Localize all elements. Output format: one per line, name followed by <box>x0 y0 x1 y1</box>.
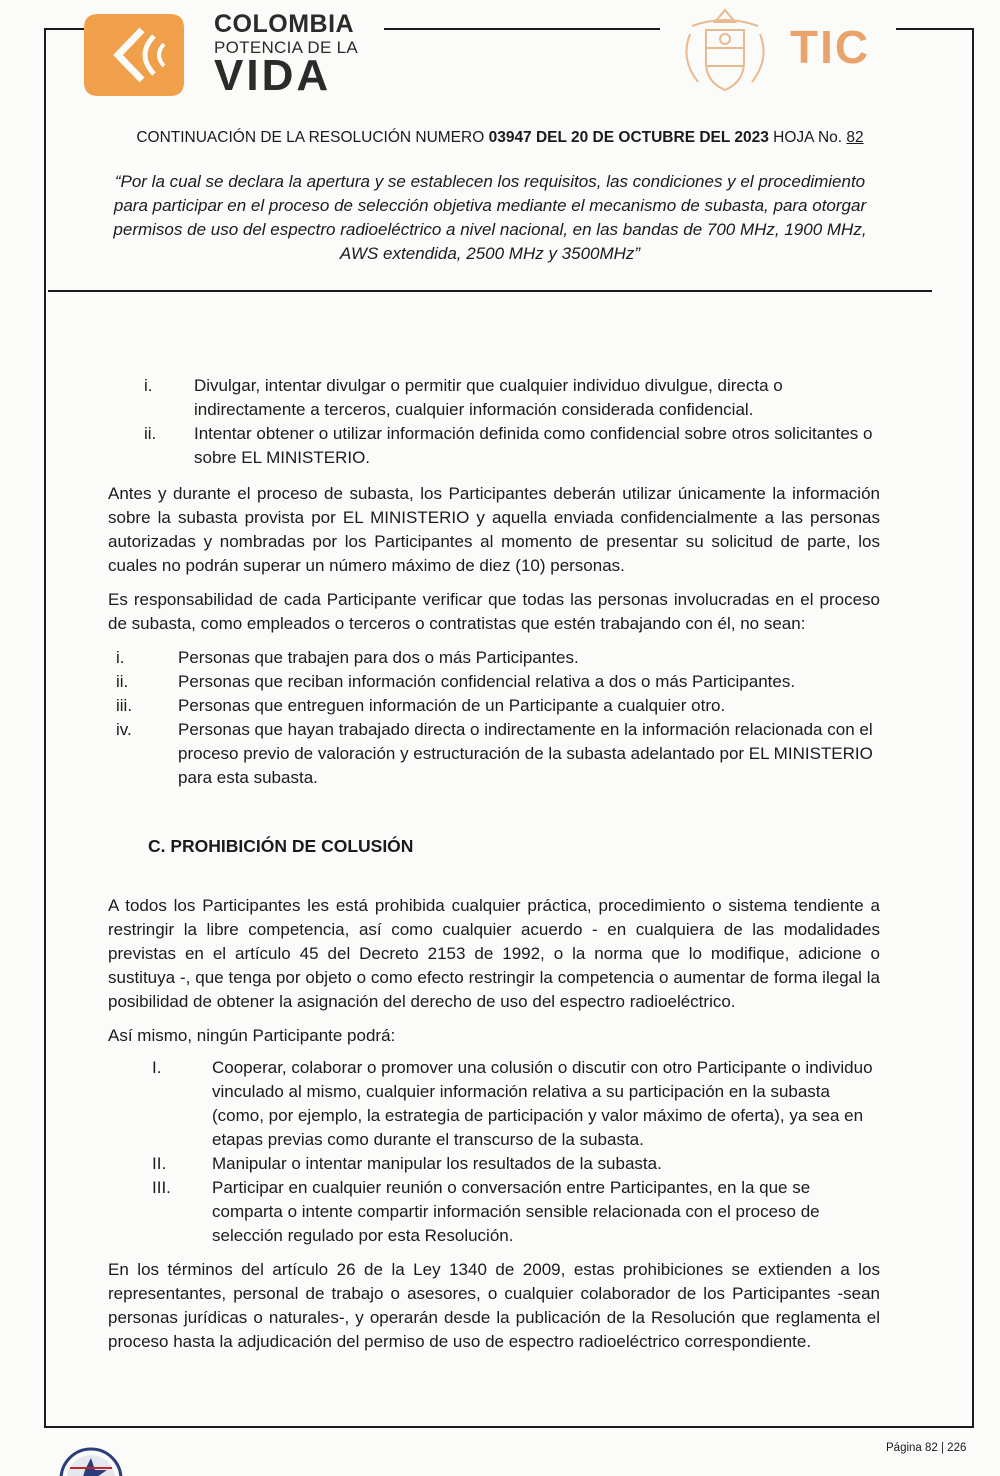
list-number: III. <box>152 1178 171 1197</box>
list-text: Cooperar, colaborar o promover una colusión o discutir con otro Participante o individuo vinculado al mismo, cualquier información relativa a su participación en la subasta (como, por ejemplo, la estrategia de participación y valor máximo de oferta), ya sea en etapas previas como durante el transcurso de la subasta. <box>212 1058 873 1149</box>
list-number: i. <box>116 648 125 667</box>
list-item <box>108 718 880 790</box>
confidentiality-list <box>108 374 880 470</box>
list-text: Participar en cualquier reunión o conversación entre Participantes, en la que se comparta o intente compartir información sensible relacionada con el proceso de selección regulado por esta Resolución. <box>212 1178 820 1245</box>
list-number: iii. <box>116 696 133 715</box>
footer-page-info: Página 82 | 226 <box>886 1442 967 1454</box>
brand-line-3: VIDA <box>214 51 332 100</box>
list-number: I. <box>152 1058 162 1077</box>
page-label: HOJA No. <box>773 129 843 146</box>
list-item <box>108 422 880 470</box>
header-divider <box>48 290 932 292</box>
tic-logo-text: TIC <box>790 21 871 73</box>
list-text: Personas que hayan trabajado directa o indirectamente en la información relacionada con el proceso previo de valoración y estructuración de la subasta adelantado por EL MINISTERIO para esta subasta. <box>178 720 873 787</box>
colombia-potencia-logo <box>84 8 384 100</box>
resolution-number-date: 03947 DEL 20 DE OCTUBRE DEL 2023 <box>488 129 769 146</box>
resolution-subject-quote: “Por la cual se declara la apertura y se establecen los requisitos, las condiciones y el procedimiento para participar en el proceso de selección objetiva mediante el mecanismo de subasta, para otorgar permisos de uso del espectro radioeléctrico a nivel nacional, en las bandas de 700 MHz, 1900 MHz, AWS extendida, 2500 MHz y 3500MHz” <box>113 172 867 263</box>
list-item <box>108 374 880 422</box>
brand-line-1: COLOMBIA <box>214 10 355 38</box>
prohibited-actions-list <box>108 1056 880 1248</box>
list-text: Divulgar, intentar divulgar o permitir que cualquier individuo divulgue, directa o indirectamente a terceros, cualquier información considerada confidencial. <box>194 376 783 419</box>
list-text: Personas que reciban información confidencial relativa a dos o más Participantes. <box>178 672 796 691</box>
list-text: Personas que trabajen para dos o más Participantes. <box>178 648 579 667</box>
footer-emblem-icon <box>56 1444 126 1476</box>
paragraph-law-1340: En los términos del artículo 26 de la Ley 1340 de 2009, estas prohibiciones se extienden a los representantes, personal de trabajo o asesores, o cualquier colaborador de los Participantes -sean personas jurídicas o naturales-, y operarán desde la publicación de la Resolución que reglamenta el proceso hasta la adjudicación del permiso de uso de espectro radioeléctrico correspondiente. <box>108 1260 880 1351</box>
paragraph-no-participant: Así mismo, ningún Participante podrá: <box>108 1026 396 1045</box>
list-number: ii. <box>116 672 129 691</box>
list-item <box>108 1176 880 1248</box>
list-item <box>108 646 880 670</box>
coat-of-arms-icon <box>670 4 780 96</box>
paragraph-collusion-prohibition: A todos los Participantes les está prohibida cualquier práctica, procedimiento o sistema tendiente a restringir la libre competencia, así como cualquier acuerdo - en cualquiera de las modalidades previstas en el artículo 45 del Decreto 2153 de 1992, o la norma que lo modifique, adicione o sustituya -, que tenga por objeto o como efecto restringir la competencia o aumentar de forma ilegal la posibilidad de obtener la asignación del derecho de uso del espectro radioeléctrico. <box>108 896 880 1011</box>
resolution-title <box>0 129 1000 147</box>
paragraph-participant-responsibility: Es responsabilidad de cada Participante verificar que todas las personas involucradas en el proceso de subasta, como empleados o terceros o contratistas que estén trabajando con él, no sean: <box>108 590 880 633</box>
brand-mark-icon <box>84 14 184 96</box>
list-number: i. <box>144 376 153 395</box>
list-number: II. <box>152 1154 167 1173</box>
section-heading: C. PROHIBICIÓN DE COLUSIÓN <box>148 836 414 856</box>
resolution-prefix: CONTINUACIÓN DE LA RESOLUCIÓN NUMERO <box>136 129 485 146</box>
list-text: Personas que entreguen información de un Participante a cualquier otro. <box>178 696 726 715</box>
page-number: 82 <box>846 129 864 146</box>
list-text: Intentar obtener o utilizar información definida como confidencial sobre otros solicitantes o sobre EL MINISTERIO. <box>194 424 873 467</box>
list-item <box>108 1056 880 1152</box>
mintic-logo <box>660 4 896 96</box>
document-body <box>108 374 880 1354</box>
list-text: Manipular o intentar manipular los resultados de la subasta. <box>212 1154 662 1173</box>
restricted-persons-list <box>108 646 880 790</box>
list-item <box>108 1152 880 1176</box>
brand-wordmark <box>214 12 358 98</box>
list-item <box>108 670 880 694</box>
list-number: ii. <box>144 424 157 443</box>
paragraph-information-use: Antes y durante el proceso de subasta, los Participantes deberán utilizar únicamente la información sobre la subasta provista por EL MINISTERIO y aquella enviada confidencialmente a las personas autorizadas y nombradas por los Participantes al momento de presentar su solicitud de parte, los cuales no podrán superar un número máximo de diez (10) personas. <box>108 484 880 575</box>
list-item <box>108 694 880 718</box>
brand-line-2: POTENCIA DE LA <box>214 38 359 57</box>
list-number: iv. <box>116 720 132 739</box>
